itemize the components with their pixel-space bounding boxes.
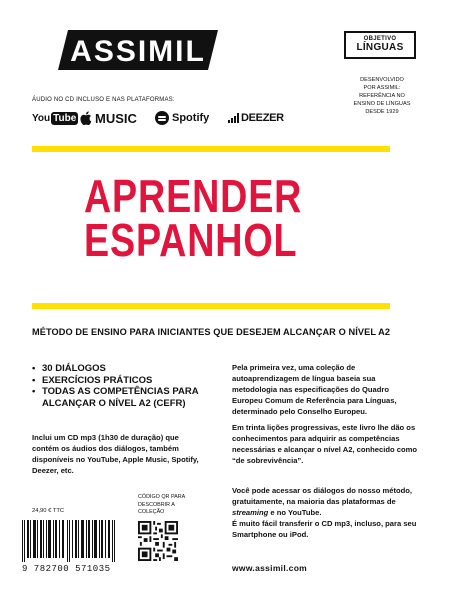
developer-note [340, 76, 424, 116]
apple-music-label: MUSIC [95, 110, 137, 126]
assimil-logo [58, 28, 218, 72]
objectivo-badge [344, 31, 416, 59]
title-line-2: ESPANHOL [84, 214, 298, 266]
qr-code-icon[interactable] [138, 521, 178, 561]
logo-graphic [58, 28, 218, 72]
feature-item: • 30 DIÁLOGOS [32, 363, 202, 375]
youtube-text-b: Tube [53, 112, 77, 124]
access-text-em: streaming [232, 508, 269, 517]
website-link[interactable]: www.assimil.com [232, 563, 308, 573]
lessons-paragraph: Em trinta lições progressivas, este livro lhe dão os conhecimentos para adquirir as competências necessárias e alcançar o nível A2, conhecido como “de sobrevivência”. [232, 423, 418, 465]
developer-note-line: DESENVOLVIDO [360, 77, 404, 83]
qr-caption: CÓDIGO QR PARA DESCOBRIR A COLEÇÃO [138, 494, 185, 515]
objectivo-small-label: OBJETIVO [363, 36, 397, 42]
spotify-label: Spotify [172, 112, 210, 124]
spotify-icon [155, 111, 169, 125]
developer-note-line: REFERÊNCIA NO [359, 93, 405, 99]
price-label: 24,90 € TTC [32, 508, 65, 514]
feature-list [32, 363, 202, 409]
feature-item: • TODAS AS COMPETÊNCIAS PARA ALCANÇAR O NÍVEL A2 (CEFR) [32, 386, 202, 409]
access-text-a: Você pode acessar os diálogos do nosso método, gratuitamente, na maioria das plataformas de [232, 486, 413, 506]
barcode-icon [20, 520, 118, 562]
platforms-label: ÁUDIO NO CD INCLUSO E NAS PLATAFORMAS: [32, 97, 175, 103]
logo-text: ASSIMIL [70, 35, 206, 68]
subtitle: MÉTODO DE ENSINO PARA INICIANTES QUE DESEJEM ALCANÇAR O NÍVEL A2 [32, 327, 391, 337]
spotify-logo [155, 109, 209, 127]
developer-note-line: POR ASSIMIL: [363, 85, 401, 91]
intro-paragraph: Pela primeira vez, uma coleção de autoaprendizagem de língua baseia sua metodologia nas especificações do Quadro Europeu Comum de Referência para Línguas, determinado pelo Conselho Europeu. [232, 363, 397, 416]
youtube-icon [32, 109, 78, 127]
access-paragraph [232, 485, 418, 540]
deezer-logo [228, 109, 284, 127]
objectivo-big-label: LÍNGUAS [356, 42, 404, 53]
access-text-b: e no YouTube. [268, 508, 322, 517]
bottom-yellow-divider [32, 303, 390, 309]
apple-icon [80, 111, 92, 125]
access-text-c: É muito fácil transferir o CD mp3, incluso, para seu Smartphone ou iPod. [232, 519, 417, 539]
deezer-label: DEEZER [241, 112, 284, 124]
developer-note-line: DESDE 1929 [365, 109, 399, 115]
apple-music-logo [80, 109, 137, 127]
book-title [84, 170, 330, 266]
top-yellow-divider [32, 146, 390, 152]
feature-item: • EXERCÍCIOS PRÁTICOS [32, 375, 202, 387]
developer-note-line: ENSINO DE LÍNGUAS [353, 101, 411, 107]
deezer-icon [228, 113, 239, 123]
barcode-number: 9 782700 571035 [22, 564, 111, 574]
title-line-1: APRENDER [84, 170, 303, 222]
cd-description: Inclui um CD mp3 (1h30 de duração) que contém os áudios dos diálogos, também disponíveis no YouTube, Apple Music, Spotify, Deezer, etc. [32, 433, 199, 475]
youtube-text-a: You [32, 112, 51, 124]
